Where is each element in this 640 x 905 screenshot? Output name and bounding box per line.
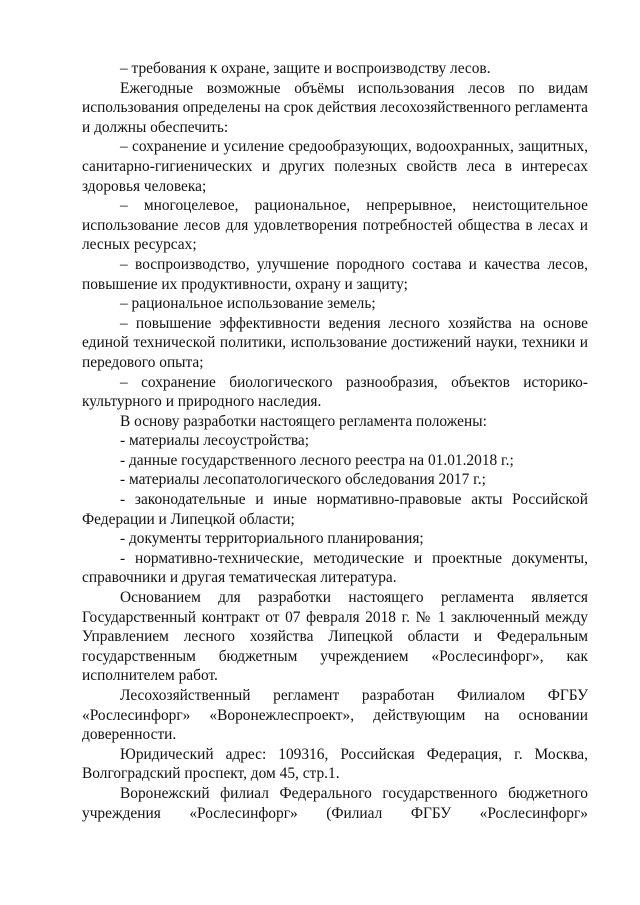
- paragraph-source-legislation: - законодательные и иные нормативно-правовые акты Российской Федерации и Липецкой области;: [82, 491, 588, 528]
- paragraph-voronezh-branch: Воронежский филиал Федерального государственного бюджетного учреждения «Рослесинфорг» (Филиал ФГБУ «Рослесинфорг»: [82, 784, 588, 822]
- paragraph-source-technical-documents: - нормативно-технические, методические и проектные документы, справочники и другая тематическая литература.: [82, 549, 588, 587]
- paragraph-list-item-land-use: – рациональное использование земель;: [120, 295, 376, 313]
- paragraph-list-item-reproduction: – воспроизводство, улучшение породного состава и качества лесов, повышение их продуктивности, охрану и защиту;: [82, 255, 588, 293]
- paragraph-list-item-environment: – сохранение и усиление средообразующих, водоохранных, защитных, санитарно-гигиенических и других полезных свойств леса в интересах здоровья человека;: [82, 138, 588, 195]
- paragraph-developer: Лесохозяйственный регламент разработан Филиалом ФГБУ «Рослесинфорг» «Воронежлеспроект», действующим на основании доверенности.: [82, 687, 588, 744]
- paragraph-list-item-biodiversity: – сохранение биологического разнообразия, объектов историко-культурного и природного наследия.: [82, 373, 588, 411]
- document-page: [82, 59, 588, 823]
- paragraph-annual-volumes: Ежегодные возможные объёмы использования лесов по видам использования определены на срок действия лесохозяйственного регламента и должны обеспечить:: [82, 79, 588, 136]
- paragraph-list-item-multipurpose-use: – многоцелевое, рациональное, непрерывное, неистощительное использование лесов для удовлетворения потребностей общества в лесах и лесных ресурсах;: [82, 197, 588, 254]
- paragraph-contract-basis: Основанием для разработки настоящего регламента является Государственный контракт от 07 февраля 2018 г. № 1 заключенный между Управлением лесного хозяйства Липецкой области и Федеральным государственным бюджетным учреждением «Рослесинфорг», как исполнителем работ.: [82, 589, 588, 685]
- paragraph-source-territorial-planning: - документы территориального планирования;: [120, 530, 424, 548]
- paragraph-list-item-efficiency: – повышение эффективности ведения лесного хозяйства на основе единой технической политики, использование достижений науки, техники и передового опыта;: [82, 314, 588, 371]
- paragraph-source-pathology-survey: - материалы лесопатологического обследования 2017 г.;: [120, 471, 486, 489]
- paragraph-legal-address: Юридический адрес: 109316, Российская Федерация, г. Москва, Волгоградский проспект, дом 45, стр.1.: [82, 745, 588, 783]
- paragraph-source-forest-inventory: - материалы лесоустройства;: [120, 432, 309, 450]
- paragraph-forest-protection-requirements: – требования к охране, защите и воспроизводству лесов.: [120, 60, 491, 77]
- paragraph-source-forest-registry: - данные государственного лесного реестра на 01.01.2018 г.;: [120, 451, 514, 469]
- paragraph-basis-intro: В основу разработки настоящего регламента положены:: [120, 412, 487, 430]
